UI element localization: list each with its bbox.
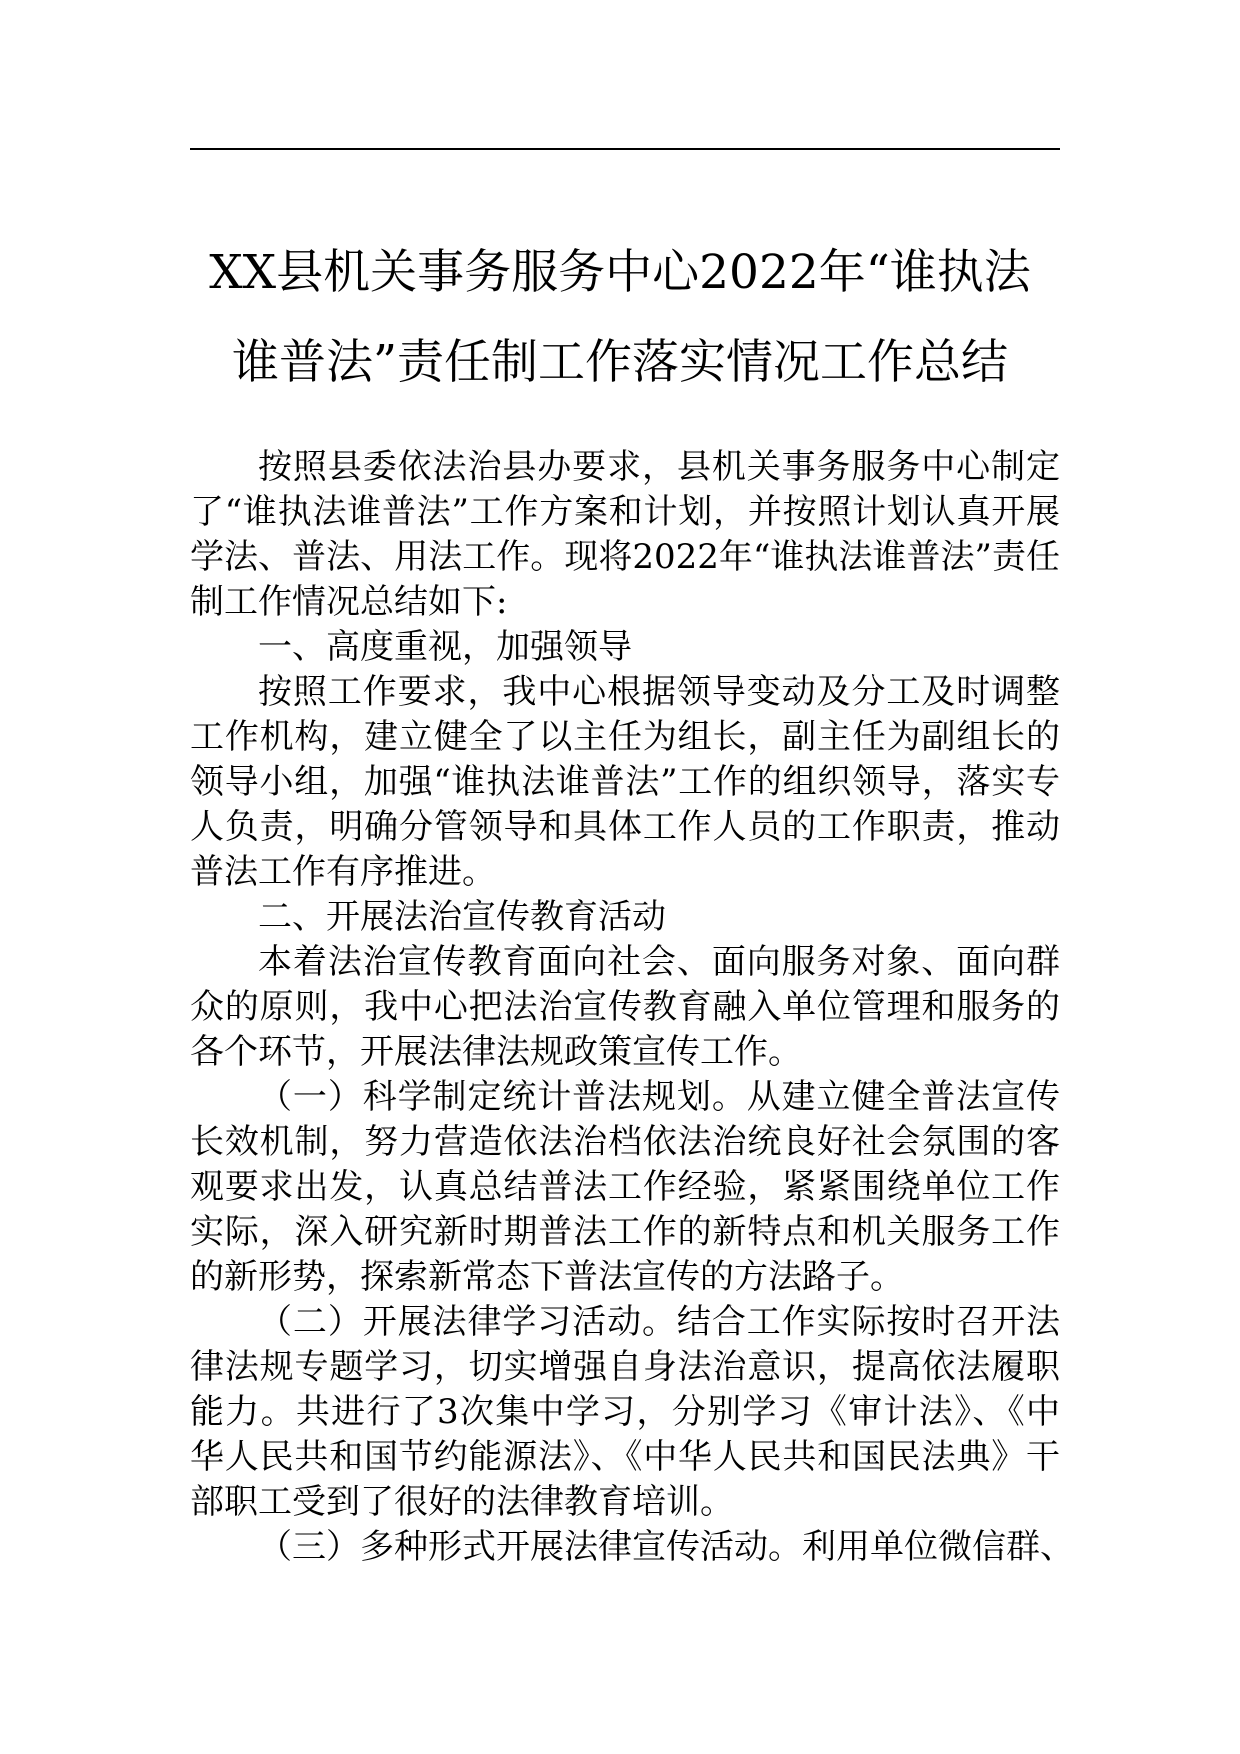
title-line-2: 谁普法”责任制工作落实情况工作总结 — [231, 335, 1009, 390]
header-rule — [190, 148, 1060, 150]
subsection-2-paragraph: （二）开展法律学习活动。结合工作实际按时召开法律法规专题学习，切实增强自身法治意识，提高依法履职能力。共进行了3次集中学习，分别学习《审计法》、《中华人民共和国节约能源法》、《中华人民共和国民法典》干部职工受到了很好的法律教育培训。 — [190, 1302, 1060, 1522]
title-line-1: XX县机关事务服务中心2022年“谁执法 — [209, 245, 1031, 300]
section-1-paragraph: 按照工作要求，我中心根据领导变动及分工及时调整工作机构，建立健全了以主任为组长，副主任为副组长的领导小组，加强“谁执法谁普法”工作的组织领导，落实专人负责，明确分管领导和具体工作人员的工作职责，推动普法工作有序推进。 — [190, 672, 1060, 892]
subsection-1-paragraph: （一）科学制定统计普法规划。从建立健全普法宣传长效机制，努力营造依法治档依法治统良好社会氛围的客观要求出发，认真总结普法工作经验，紧紧围绕单位工作实际，深入研究新时期普法工作的新特点和机关服务工作的新形势，探索新常态下普法宣传的方法路子。 — [190, 1077, 1060, 1297]
section-heading-2: 二、开展法治宣传教育活动 — [258, 897, 666, 937]
document-title — [150, 228, 1090, 408]
intro-paragraph: 按照县委依法治县办要求，县机关事务服务中心制定了“谁执法谁普法”工作方案和计划，并按照计划认真开展学法、普法、用法工作。现将2022年“谁执法谁普法”责任制工作情况总结如下: — [190, 447, 1060, 622]
section-heading-1: 一、高度重视，加强领导 — [258, 627, 632, 667]
document-body — [190, 445, 1074, 1570]
subsection-3-paragraph: （三）多种形式开展法律宣传活动。利用单位微信群、 — [258, 1527, 1074, 1567]
section-2-paragraph: 本着法治宣传教育面向社会、面向服务对象、面向群众的原则，我中心把法治宣传教育融入单位管理和服务的各个环节，开展法律法规政策宣传工作。 — [190, 942, 1060, 1072]
